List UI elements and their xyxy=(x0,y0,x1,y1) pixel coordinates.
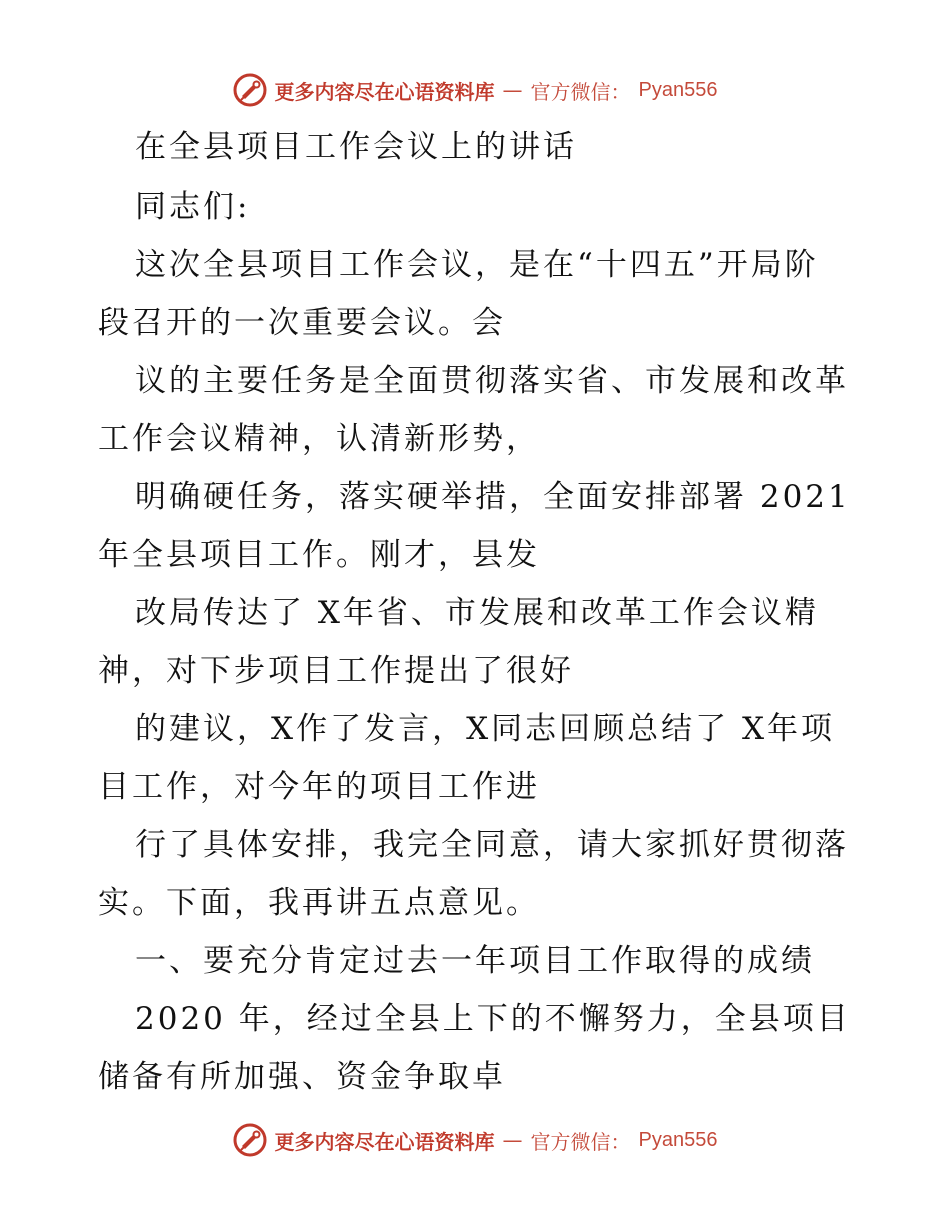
paragraph-line: 2020 年，经过全县上下的不懈努力，全县项目 xyxy=(135,1001,851,1037)
watermark-separator: — xyxy=(502,78,523,102)
paragraph-line: 实。下面，我再讲五点意见。 xyxy=(98,885,540,921)
watermark-wechat-id: Pyan556 xyxy=(638,1128,718,1151)
paragraph-line: 这次全县项目工作会议，是在“十四五”开局阶 xyxy=(135,247,819,283)
watermark-separator: — xyxy=(502,1128,523,1152)
watermark-site-text: 更多内容尽在心语资料库 xyxy=(274,79,495,104)
header-watermark xyxy=(0,70,950,110)
watermark-wechat-label: 官方微信： xyxy=(530,1129,631,1154)
paragraph-line: 段召开的一次重要会议。会 xyxy=(98,305,506,341)
paragraph-line: 的建议，X作了发言，X同志回顾总结了 X年项 xyxy=(135,711,836,747)
document-title: 在全县项目工作会议上的讲话 xyxy=(135,129,577,165)
watermark-wechat-label: 官方微信： xyxy=(530,79,631,104)
paragraph-line: 年全县项目工作。刚才，县发 xyxy=(98,537,540,573)
footer-watermark xyxy=(0,1120,950,1160)
paragraph-line: 神，对下步项目工作提出了很好 xyxy=(98,653,574,689)
watermark-wechat-id: Pyan556 xyxy=(638,78,718,101)
brand-logo-icon xyxy=(233,73,267,107)
paragraph-line: 行了具体安排，我完全同意，请大家抓好贯彻落 xyxy=(135,827,849,863)
section-heading: 一、要充分肯定过去一年项目工作取得的成绩 xyxy=(135,943,815,979)
paragraph-line: 改局传达了 X年省、市发展和改革工作会议精 xyxy=(135,595,819,631)
paragraph-line: 同志们: xyxy=(135,189,251,225)
watermark-site-text: 更多内容尽在心语资料库 xyxy=(274,1129,495,1154)
paragraph-line: 目工作，对今年的项目工作进 xyxy=(98,769,540,805)
paragraph-line: 明确硬任务，落实硬举措，全面安排部署 2021 xyxy=(135,479,851,515)
paragraph-line: 议的主要任务是全面贯彻落实省、市发展和改革 xyxy=(135,363,849,399)
brand-logo-icon xyxy=(233,1123,267,1157)
paragraph-line: 储备有所加强、资金争取卓 xyxy=(98,1059,506,1095)
paragraph-line: 工作会议精神，认清新形势， xyxy=(98,421,540,457)
